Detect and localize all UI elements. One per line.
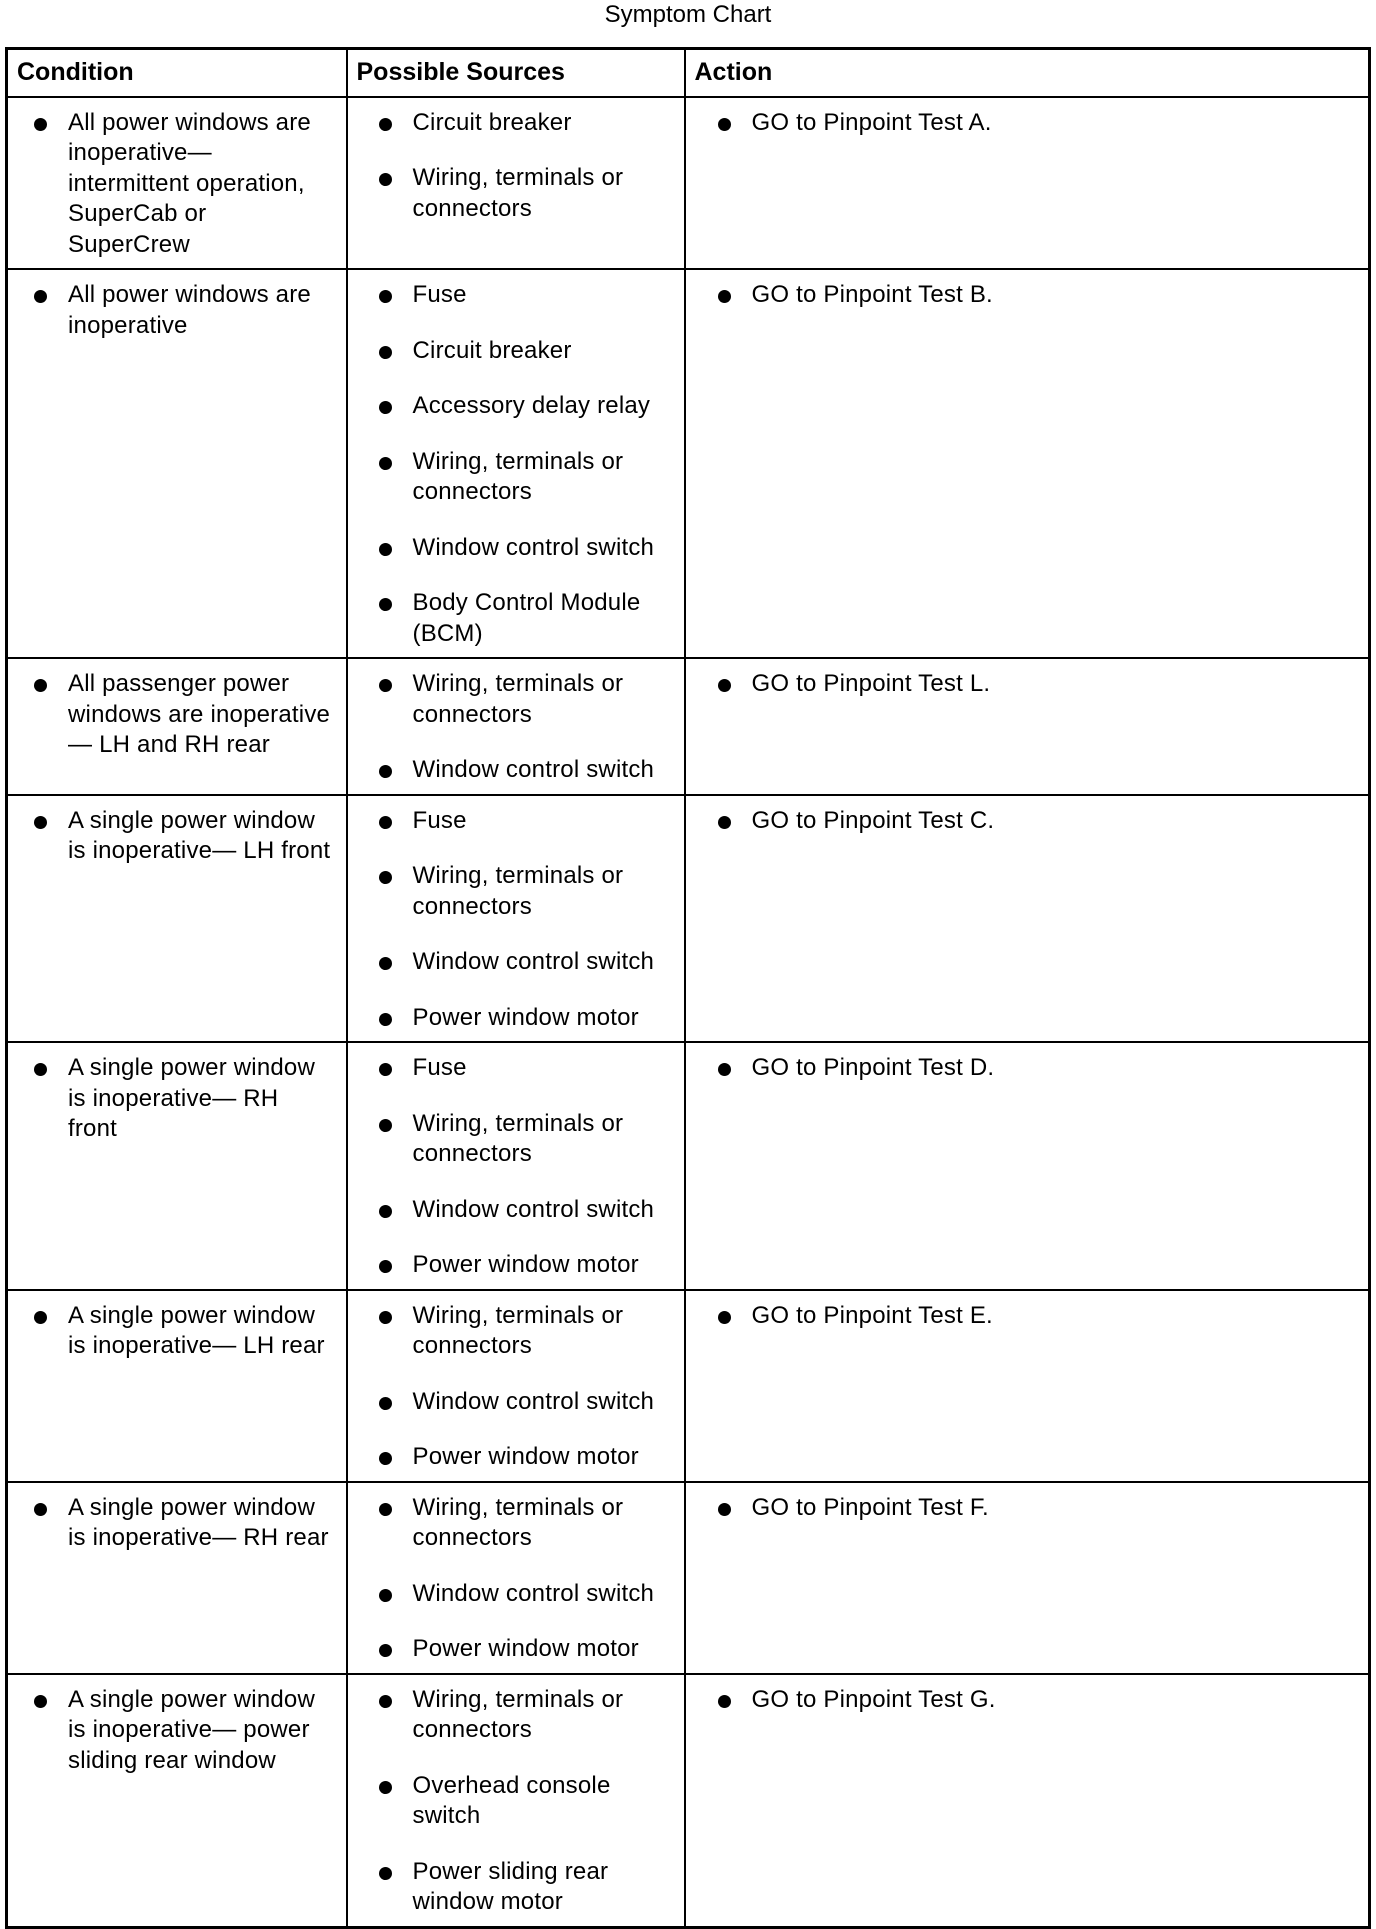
table-row bbox=[7, 1290, 1370, 1482]
source-item: Circuit breaker bbox=[373, 108, 670, 139]
action-text: GO to Pinpoint Test F. bbox=[712, 1493, 1355, 1524]
condition-text: A single power window is inoperative— LH rear bbox=[28, 1301, 332, 1362]
sources-cell bbox=[347, 1290, 685, 1482]
action-list bbox=[686, 1291, 1369, 1332]
condition-list bbox=[8, 1291, 346, 1362]
source-item: Window control switch bbox=[373, 533, 670, 564]
action-cell bbox=[685, 1482, 1370, 1674]
source-item: Fuse bbox=[373, 1053, 670, 1084]
source-item: Power window motor bbox=[373, 1442, 670, 1473]
source-item: Body Control Module (BCM) bbox=[373, 588, 670, 649]
condition-list bbox=[8, 270, 346, 341]
sources-list bbox=[348, 1291, 684, 1473]
table-row bbox=[7, 658, 1370, 795]
sources-list bbox=[348, 796, 684, 1034]
table-row bbox=[7, 1674, 1370, 1928]
condition-header: Condition bbox=[7, 49, 347, 97]
sources-list bbox=[348, 659, 684, 786]
header-row bbox=[7, 49, 1370, 97]
sources-cell bbox=[347, 1674, 685, 1928]
condition-cell bbox=[7, 97, 347, 270]
condition-text: A single power window is inoperative— power sliding rear window bbox=[28, 1685, 332, 1777]
condition-list bbox=[8, 659, 346, 761]
source-item: Wiring, terminals or connectors bbox=[373, 1493, 670, 1554]
sources-cell bbox=[347, 269, 685, 658]
action-list bbox=[686, 98, 1369, 139]
table-row bbox=[7, 97, 1370, 270]
sources-list bbox=[348, 1675, 684, 1918]
source-item: Window control switch bbox=[373, 1195, 670, 1226]
sources-cell bbox=[347, 795, 685, 1043]
source-item: Overhead console switch bbox=[373, 1771, 670, 1832]
sources-cell bbox=[347, 1042, 685, 1290]
source-item: Wiring, terminals or connectors bbox=[373, 1301, 670, 1362]
source-item: Wiring, terminals or connectors bbox=[373, 669, 670, 730]
sources-cell bbox=[347, 658, 685, 795]
source-item: Accessory delay relay bbox=[373, 391, 670, 422]
action-list bbox=[686, 1483, 1369, 1524]
condition-cell bbox=[7, 795, 347, 1043]
condition-text: All power windows are inoperative— intermittent operation, SuperCab or SuperCrew bbox=[28, 108, 332, 261]
source-item: Wiring, terminals or connectors bbox=[373, 163, 670, 224]
source-item: Power window motor bbox=[373, 1003, 670, 1034]
table-row bbox=[7, 1042, 1370, 1290]
sources-list bbox=[348, 98, 684, 225]
action-list bbox=[686, 270, 1369, 311]
condition-text: All power windows are inoperative bbox=[28, 280, 332, 341]
sources-header: Possible Sources bbox=[347, 49, 685, 97]
condition-text: A single power window is inoperative— LH front bbox=[28, 806, 332, 867]
source-item: Power window motor bbox=[373, 1634, 670, 1665]
condition-list bbox=[8, 1483, 346, 1554]
source-item: Window control switch bbox=[373, 1387, 670, 1418]
condition-cell bbox=[7, 1042, 347, 1290]
source-item: Power window motor bbox=[373, 1250, 670, 1281]
action-text: GO to Pinpoint Test E. bbox=[712, 1301, 1355, 1332]
action-text: GO to Pinpoint Test B. bbox=[712, 280, 1355, 311]
chart-title: Symptom Chart bbox=[604, 1, 772, 28]
source-item: Wiring, terminals or connectors bbox=[373, 861, 670, 922]
sources-list bbox=[348, 1483, 684, 1665]
action-cell bbox=[685, 795, 1370, 1043]
condition-cell bbox=[7, 1290, 347, 1482]
source-item: Window control switch bbox=[373, 1579, 670, 1610]
condition-cell bbox=[7, 269, 347, 658]
condition-text: A single power window is inoperative— RH front bbox=[28, 1053, 332, 1145]
source-item: Fuse bbox=[373, 280, 670, 311]
condition-cell bbox=[7, 1482, 347, 1674]
condition-list bbox=[8, 1043, 346, 1145]
sources-list bbox=[348, 1043, 684, 1281]
source-item: Power sliding rear window motor bbox=[373, 1857, 670, 1918]
table-row bbox=[7, 795, 1370, 1043]
action-list bbox=[686, 1043, 1369, 1084]
source-item: Window control switch bbox=[373, 947, 670, 978]
action-header: Action bbox=[685, 49, 1370, 97]
action-text: GO to Pinpoint Test C. bbox=[712, 806, 1355, 837]
action-cell bbox=[685, 269, 1370, 658]
action-text: GO to Pinpoint Test D. bbox=[712, 1053, 1355, 1084]
condition-list bbox=[8, 796, 346, 867]
action-cell bbox=[685, 1290, 1370, 1482]
source-item: Window control switch bbox=[373, 755, 670, 786]
action-cell bbox=[685, 658, 1370, 795]
condition-list bbox=[8, 1675, 346, 1777]
table-body bbox=[7, 97, 1370, 1928]
sources-cell bbox=[347, 1482, 685, 1674]
table-row bbox=[7, 269, 1370, 658]
condition-text: A single power window is inoperative— RH rear bbox=[28, 1493, 332, 1554]
condition-list bbox=[8, 98, 346, 261]
table-row bbox=[7, 1482, 1370, 1674]
action-text: GO to Pinpoint Test G. bbox=[712, 1685, 1355, 1716]
source-item: Wiring, terminals or connectors bbox=[373, 447, 670, 508]
action-cell bbox=[685, 1042, 1370, 1290]
source-item: Wiring, terminals or connectors bbox=[373, 1685, 670, 1746]
action-text: GO to Pinpoint Test A. bbox=[712, 108, 1355, 139]
action-list bbox=[686, 659, 1369, 700]
action-list bbox=[686, 1675, 1369, 1716]
action-cell bbox=[685, 1674, 1370, 1928]
condition-cell bbox=[7, 658, 347, 795]
action-text: GO to Pinpoint Test L. bbox=[712, 669, 1355, 700]
action-list bbox=[686, 796, 1369, 837]
condition-cell bbox=[7, 1674, 347, 1928]
sources-list bbox=[348, 270, 684, 649]
source-item: Wiring, terminals or connectors bbox=[373, 1109, 670, 1170]
source-item: Fuse bbox=[373, 806, 670, 837]
symptom-table bbox=[5, 47, 1371, 1929]
action-cell bbox=[685, 97, 1370, 270]
source-item: Circuit breaker bbox=[373, 336, 670, 367]
condition-text: All passenger power windows are inoperative— LH and RH rear bbox=[28, 669, 332, 761]
sources-cell bbox=[347, 97, 685, 270]
